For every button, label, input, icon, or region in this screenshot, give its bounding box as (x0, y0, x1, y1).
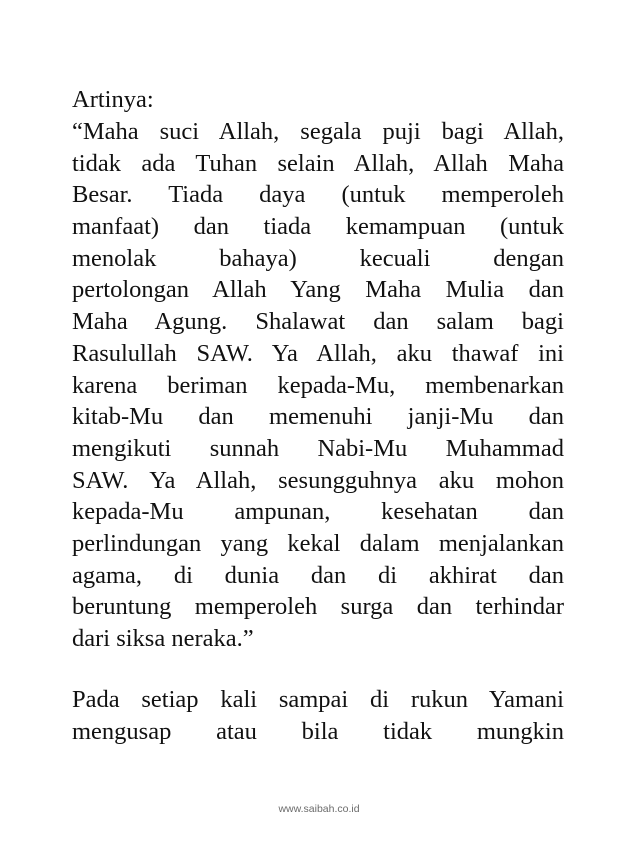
quote-line: Maha Agung. Shalawat dan salam bagi (72, 308, 564, 336)
quote-line: beruntung memperoleh surga dan terhindar (72, 593, 564, 621)
quote-line: pertolongan Allah Yang Maha Mulia dan (72, 276, 564, 304)
prayer-translation-paragraph (72, 116, 564, 655)
translation-label-text: Artinya: (72, 86, 154, 113)
quote-line: SAW. Ya Allah, sesungguhnya aku mohon (72, 466, 564, 494)
translation-label (72, 84, 564, 116)
quote-line: kepada-Mu ampunan, kesehatan dan (72, 498, 564, 526)
quote-line: perlindungan yang kekal dalam menjalankan (72, 529, 564, 557)
quote-line: agama, di dunia dan di akhirat dan (72, 561, 564, 589)
quote-line: Besar. Tiada daya (untuk memperoleh (72, 181, 564, 209)
quote-line: Rasulullah SAW. Ya Allah, aku thawaf ini (72, 339, 564, 367)
quote-line: karena beriman kepada-Mu, membenarkan (72, 371, 564, 399)
quote-line: kitab-Mu dan memenuhi janji-Mu dan (72, 403, 564, 431)
instruction-line: mengusap atau bila tidak mungkin (72, 717, 564, 745)
instruction-paragraph (72, 684, 564, 747)
quote-line: manfaat) dan tiada kemampuan (untuk (72, 213, 564, 241)
quote-line: “Maha suci Allah, segala puji bagi Allah, (72, 118, 564, 145)
quote-line-last: dari siksa neraka.” (72, 625, 254, 652)
quote-line: mengikuti sunnah Nabi-Mu Muhammad (72, 434, 564, 462)
quote-line: menolak bahaya) kecuali dengan (72, 244, 564, 272)
footer-website-url: www.saibah.co.id (278, 803, 360, 815)
instruction-line: Pada setiap kali sampai di rukun Yamani (72, 686, 564, 713)
quote-line: tidak ada Tuhan selain Allah, Allah Maha (72, 149, 564, 177)
